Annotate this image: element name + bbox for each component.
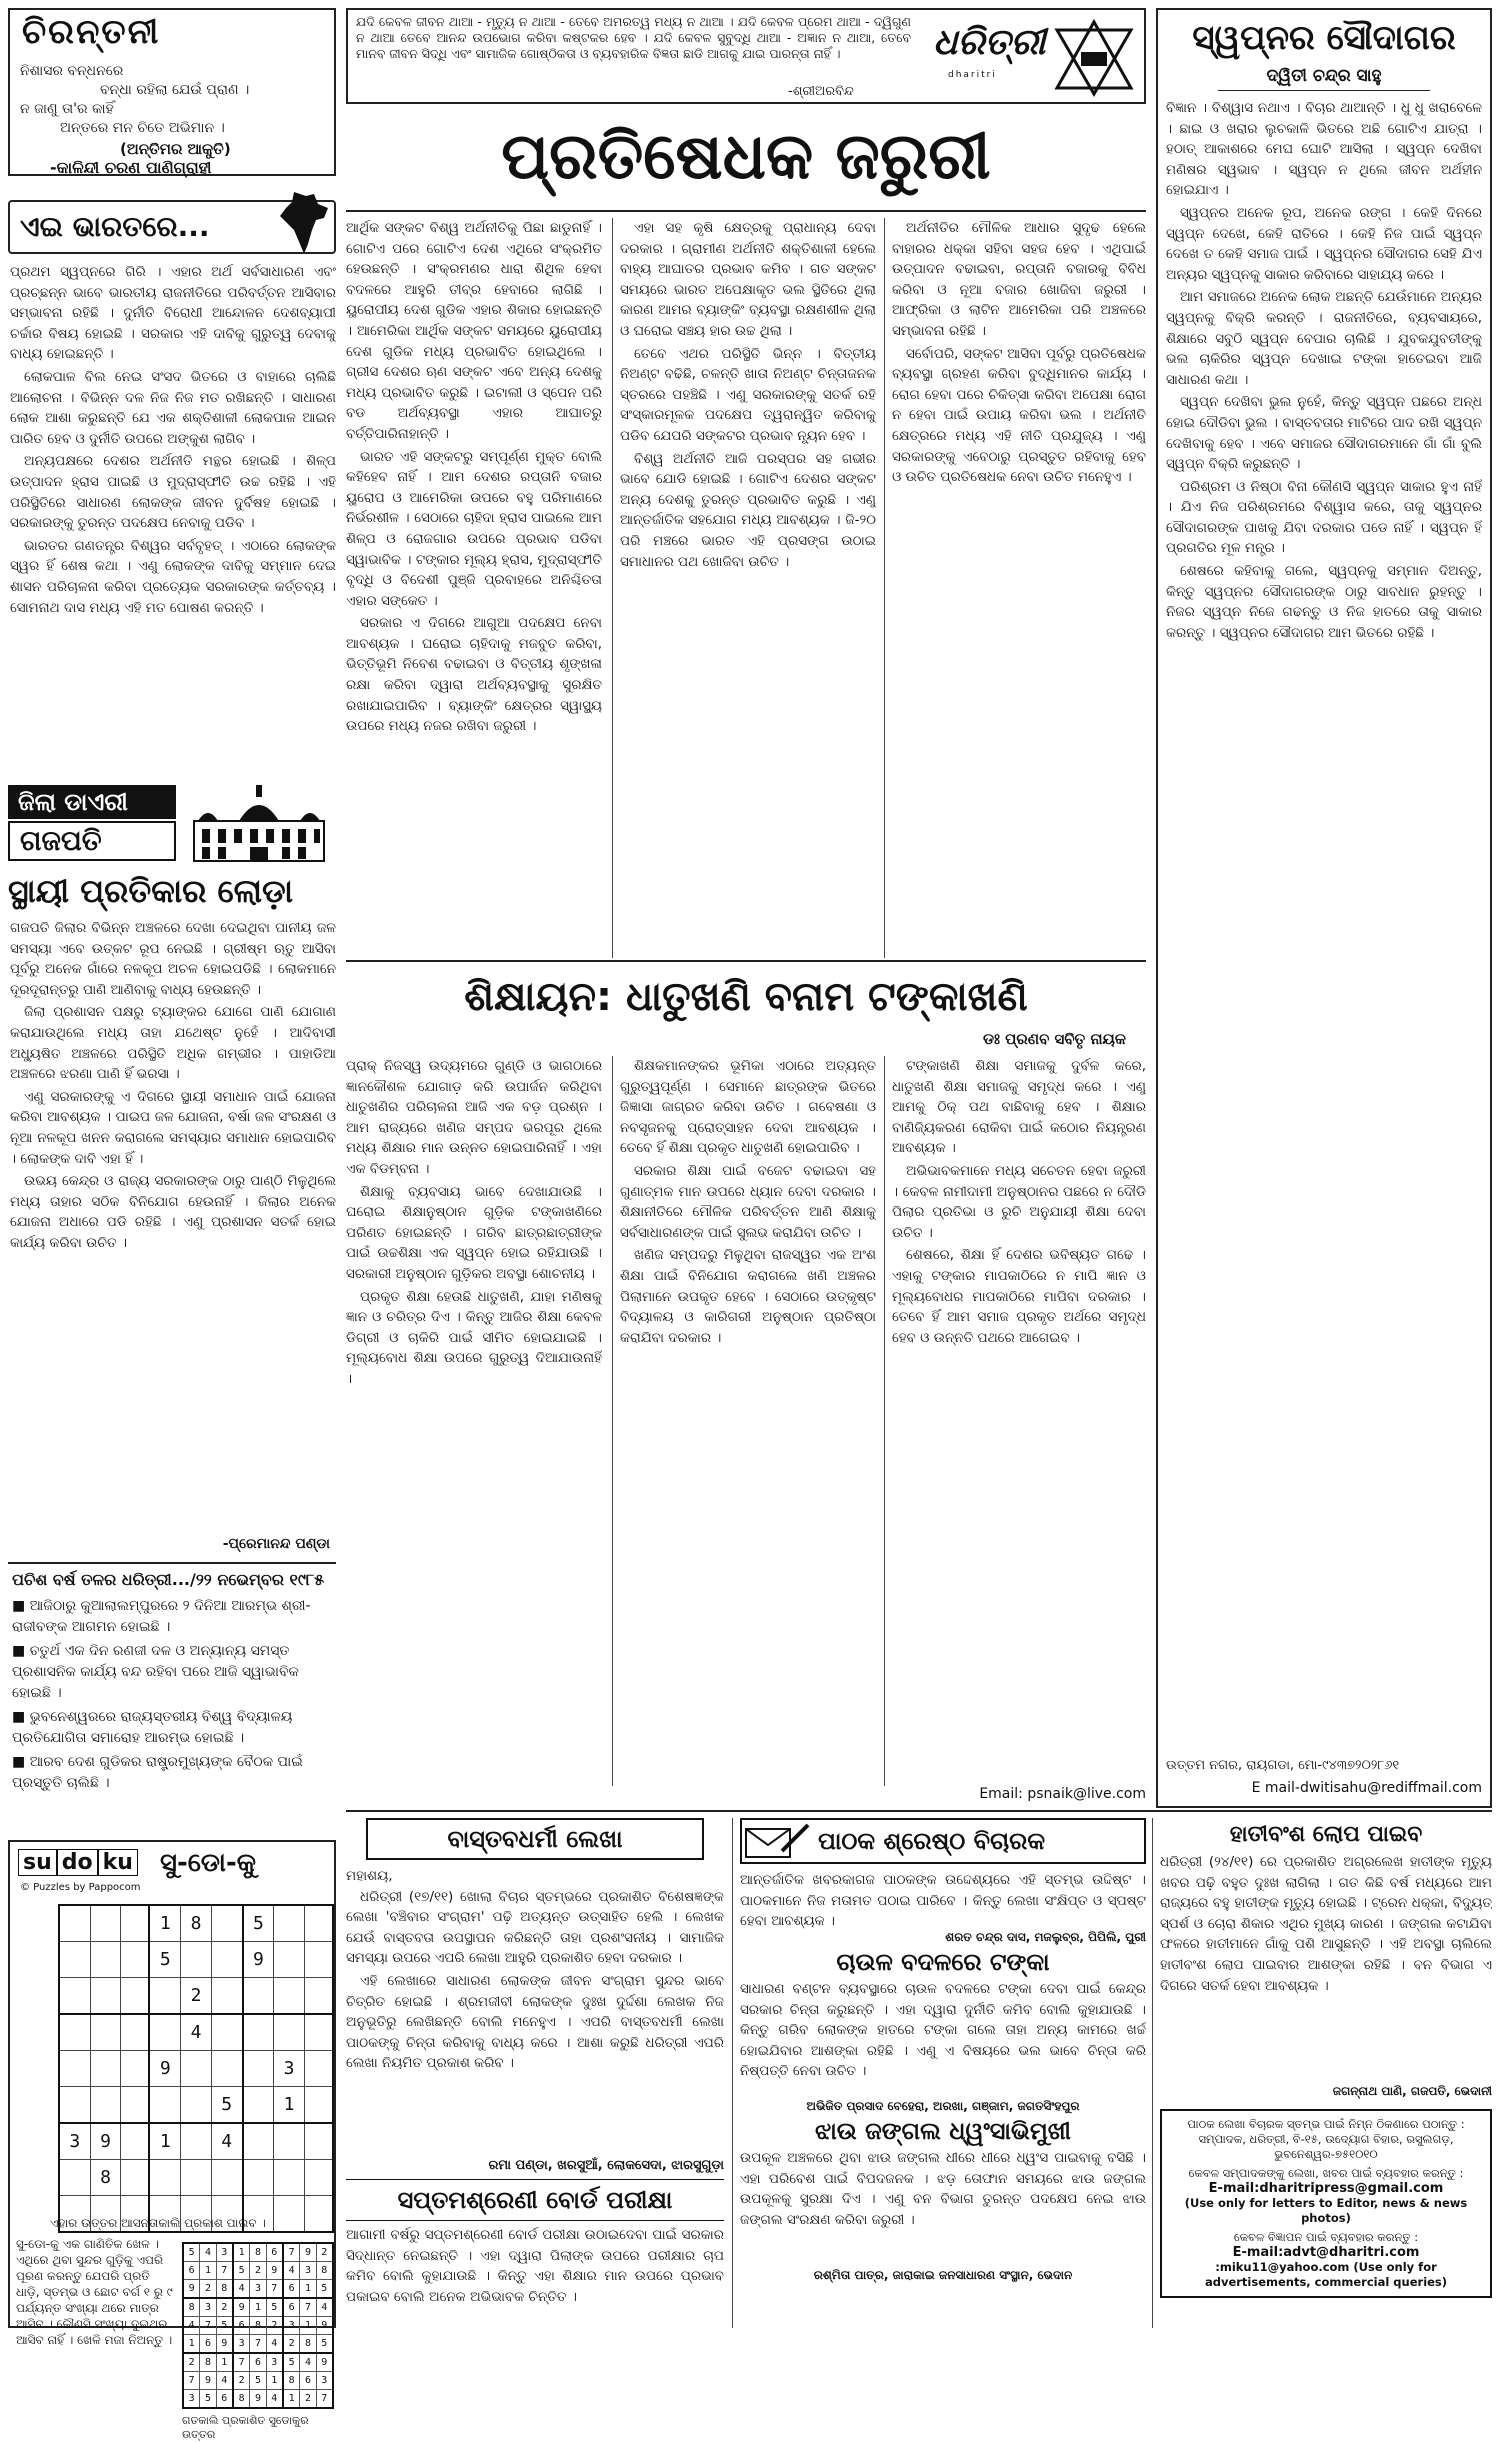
sudoku-cell[interactable] [90,2051,121,2087]
pachisa-title: ପଚିଶ ବର୍ଷ ତଳର ଧରିତ୍ରୀ.../୨୨ ନଭେମ୍ବର ୧୯୮୫ [12,1570,325,1589]
sudoku-cell: 3 [316,2372,333,2390]
sudoku-cell: 4 [216,2372,233,2390]
saptama-body: ଆଗାମୀ ବର୍ଷରୁ ସପ୍ତମଶ୍ରେଣୀ ବୋର୍ଡ ପରୀକ୍ଷା ଉଠାଇଦେବା ପାଇଁ ସରକାର ସିଦ୍ଧାନ୍ତ ନେଇଛନ୍ତି । ଏହା ଦ୍ୱାରା ପିଲାଙ୍କ ଉପରେ ପରୀକ୍ଷାର ଚାପ କମିବ ବୋଲି କୁହାଯାଉଛି । କିନ୍ତୁ ଏହା ଶିକ୍ଷାର ମାନ ଉପରେ ପ୍ରଭାବ ପକାଇବ ବୋଲି ଅନେକ ଅଭିଭାବକ ଚିନ୍ତିତ । [346,2227,724,2305]
sudoku-caption: ଏହାର ଉତ୍ତର ଆସନ୍ତାକାଲି ପ୍ରକାଶ ପାଇବ । [50,2216,266,2230]
sudoku-cell[interactable] [274,1905,305,1942]
sudoku-cell: 5 [316,2280,333,2299]
envelope-pen-icon [742,1821,812,1861]
sudoku-cell[interactable] [243,2160,274,2196]
sudoku-cell[interactable]: 3 [59,2123,90,2160]
paragraph: ଖଣିଜ ସମ୍ପଦରୁ ମିଳୁଥିବା ରାଜସ୍ୱର ଏକ ଅଂଶ ଶିକ୍ଷା ପାଇଁ ବିନିଯୋଗ କରାଗଲେ ଖଣି ଅଞ୍ଚଳର ପିଲାମାନେ ଉପକୃତ ହେବେ । ସେଠାରେ ଉତ୍କୃଷ୍ଟ ବିଦ୍ୟାଳୟ ଓ କାରିଗରୀ ଅନୁଷ୍ଠାନ ପ୍ରତିଷ୍ଠା କରାଯିବା ଦରକାର । [620,1247,876,1346]
sudoku-cell[interactable] [121,2160,150,2196]
sudoku-cell: 6 [233,2317,250,2335]
sudoku-cell: 2 [216,2298,233,2317]
sudoku-cell: 8 [250,2317,266,2335]
sudoku-cell[interactable] [304,2123,333,2160]
sudoku-cell: 7 [316,2390,333,2409]
section-rule [346,1810,1492,1812]
paragraph: ସରକାର ଏ ଦିଗରେ ଆଗୁଆ ପଦକ୍ଷେପ ନେବା ଆବଶ୍ୟକ । ଘରୋଇ ଚାହିଦାକୁ ମଜବୁତ କରିବା, ଭିତ୍ତିଭୂମି ନିବେଶ ବଢାଇବା ଓ ବିତ୍ତୀୟ ଶୃଙ୍ଖଳା ରକ୍ଷା କରିବା ଦ୍ୱାରା ଅର୍ଥବ୍ୟବସ୍ଥାକୁ ସୁରକ୍ଷିତ ରଖାଯାଇପାରିବ । ବ୍ୟାଙ୍କିଂ କ୍ଷେତ୍ରର ସ୍ୱାସ୍ଥ୍ୟ ଉପରେ ମଧ୍ୟ ନଜର ରଖିବା ଜରୁରୀ । [346,615,602,735]
sudoku-cell: 1 [300,2317,316,2335]
pathaka-intro-sig: ଶରତ ଚନ୍ଦ୍ର ଦାସ, ମଜଲୁବ୍ର, ପିପିଲି, ପୁରୀ [945,1930,1146,1944]
list-item: ■ ଚତୁର୍ଥ ଏକ ଦିନ ରଣଜୀ ଦଳ ଓ ଅନ୍ୟାନ୍ୟ ସମସ୍ତ ପ୍ରଶାସନିକ କାର୍ଯ୍ୟ ବନ୍ଦ ରହିବା ପରେ ଆଜି ସ୍ୱାଭାବିକ ହୋଇଛି । [12,1643,299,1701]
shiksha-title: ଶିକ୍ଷାୟନ: ଧାତୁଖଣି ବନାମ ଟଙ୍କାଖଣି [464,974,1028,1020]
ei-bharatare-body [10,262,336,780]
shiksha-col-3 [892,1056,1146,1778]
masthead-quote-author: -ଶ୍ରୀଅରବିନ୍ଦ [788,84,854,99]
sudoku-cell: 7 [283,2243,300,2262]
letter2-sig: ରଶ୍ମିତା ପାତ୍ର, ଜାରାକାଇ ଜନସାଧାରଣ ସଂସ୍ଥାନ, ଭେଦାନ [813,2268,1073,2282]
sudoku-cell[interactable]: 9 [90,2123,121,2160]
pathaka-header [740,1818,1146,1864]
sudoku-cell: 7 [183,2372,200,2390]
sudoku-grid [58,1904,334,2233]
hati-title: ହାତୀବଂଶ ଲୋପ ପାଇବ [1229,1822,1423,1847]
sudoku-cell[interactable] [90,1942,121,1978]
sudoku-cell: 9 [233,2298,250,2317]
editorial-rule [346,210,1146,212]
sudoku-cell[interactable] [59,2087,90,2124]
sudoku-cell: 9 [250,2390,266,2409]
paragraph: ପ୍ରାକ୍ ନିଜସ୍ୱ ଉଦ୍ୟମରେ ଗୁଣ୍ଡି ଓ ଭାଗଠାରେ ଜ୍ଞାନକୌଶଳ ଯୋଗାଡ଼ କରି ଉପାର୍ଜନ କରିଥିବା ଧାତୁଖଣିର ପରିଚାଳନା ଆଜି ଏକ ବଡ଼ ପ୍ରଶ୍ନ । ଆମ ରାଜ୍ୟରେ ଖଣିଜ ସମ୍ପଦ ଭରପୂର ଥିଲେ ମଧ୍ୟ ଶିକ୍ଷାର ମାନ ଉନ୍ନତ ହୋଇପାରିନାହିଁ । ଏହା ଏକ ବିଡମ୍ବନା । [346,1058,602,1177]
sudoku-cell: 2 [316,2243,333,2262]
paragraph: ସ୍ୱପ୍ନ ଦେଖିବା ଭୁଲ ନୁହେଁ, କିନ୍ତୁ ସ୍ୱପ୍ନ ପଛରେ ଅନ୍ଧ ହୋଇ ଦୌଡିବା ଭୁଲ । ବାସ୍ତବତାର ମାଟିରେ ପାଦ ରଖି ସ୍ୱପ୍ନ ଦେଖିବାକୁ ହେବ । ଏବେ ସମାଜର ସୌଦାଗରମାନେ ଗାଁ ଗାଁ ବୁଲି ସ୍ୱପ୍ନ ବିକ୍ରି କରୁଛନ୍ତି । [1166,394,1482,473]
sudoku-cell[interactable] [59,2051,90,2087]
paragraph: ତେବେ ଏଥର ପରିସ୍ଥିତି ଭିନ୍ନ । ବିତ୍ତୀୟ ନିଅଣ୍ଟ ବଢିଛି, ଚଳନ୍ତି ଖାତା ନିଅଣ୍ଟ ଚିନ୍ତାଜନକ ସ୍ତରରେ ପହଞ୍ଚିଛି । ଏଣୁ ସରକାରଙ୍କୁ ସତର୍କ ରହି ସଂସ୍କାରମୂଳକ ପଦକ୍ଷେପ ତ୍ୱରାନ୍ୱିତ କରିବାକୁ ପଡିବ ଯେପରି ସଙ୍କଟର ପ୍ରଭାବ ନ୍ୟୂନ ହେବ । [620,345,876,444]
sudoku-cell: 5 [200,2390,216,2409]
contact-box [1160,2109,1492,2298]
sudoku-cell[interactable] [274,1978,305,2015]
sudoku-cell: 2 [266,2317,283,2335]
sudoku-cell[interactable] [121,2014,150,2051]
sudoku-cell: 8 [250,2243,266,2262]
sudoku-cell[interactable] [59,2160,90,2196]
sudoku-cell[interactable]: 9 [149,2051,180,2087]
sudoku-cell: 8 [316,2262,333,2280]
chirantani-box [8,8,336,176]
sudoku-cell[interactable] [274,2160,305,2196]
sudoku-instructions: ସୁ-ଡୋ-କୁ ଏକ ଗାଣିତିକ ଖେଳ । ଏଥିରେ ଥିବା ସୁନ୍ଦର ଗୁଡ଼ିକୁ ଏପରି ପୂରଣ କରନ୍ତୁ ଯେପରି ପ୍ରତି ଧାଡ଼ି, ସ୍ତମ୍ଭ ଓ ଛୋଟ ବର୍ଗ ୧ ରୁ ୯ ପର୍ଯ୍ୟନ୍ତ ସଂଖ୍ୟା ଥରେ ମାତ୍ର ଆସିବ । କୌଣସି ସଂଖ୍ୟା ଦୁଇଥର ଆସିବ ନାହିଁ । ଖେଳି ମଜା ନିଅନ୍ତୁ । [16,2237,173,2347]
sudoku-cell: 1 [216,2353,233,2372]
paragraph: ସ୍ୱପ୍ନର ଅନେକ ରୂପ, ଅନେକ ରଙ୍ଗ । କେହି ଦିନରେ ସ୍ୱପ୍ନ ଦେଖେ, କେହି ରାତିରେ । କେହି ନିଜ ପାଇଁ ସ୍ୱପ୍ନ ଦେଖେ ତ କେହି ସମାଜ ପାଇଁ । ସ୍ୱପ୍ନର ସୌଦାଗର ସେହି ଯିଏ ଅନ୍ୟର ସ୍ୱପ୍ନକୁ ସାକାର କରିବାରେ ସାହାଯ୍ୟ କରେ । [1166,204,1482,283]
contact-address: ପାଠକ ଲେଖା ବିଚାରକ ସ୍ତମ୍ଭ ପାଇଁ ନିମ୍ନ ଠିକଣାରେ ପଠାନ୍ତୁ : ସମ୍ପାଦକ, ଧରିତ୍ରୀ, ବି-୧୫, ଉଦ୍ୟୋଗ ବିହାର, ରସୁଲଗଡ଼, ଭୁବନେଶ୍ୱର-୭୫୧୦୧୦ [1187,2117,1465,2161]
sudoku-solution-grid [182,2242,334,2409]
sudoku-cell[interactable] [211,2160,242,2196]
swapna-author: ଦ୍ୱିତୀ ଚନ୍ଦ୍ର ସାହୁ [1266,66,1382,86]
sudoku-cell[interactable] [304,2160,333,2196]
sudoku-cell: 6 [266,2243,283,2262]
sudoku-cell[interactable] [149,2014,180,2051]
sudoku-cell: 1 [300,2280,316,2299]
letter1-sig: ଅଭିଜିତ ପ୍ରସାଦ ବେହେରା, ଅରଖା, ଗଞ୍ଜାମ, ଜଗତସିଂହପୁର [806,2099,1080,2113]
paragraph: ଲୋକପାଳ ବିଲ ନେଇ ସଂସଦ ଭିତରେ ଓ ବାହାରେ ଚାଲିଛି ଆଲୋଚନା । ବିଭିନ୍ନ ଦଳ ନିଜ ନିଜ ମତ ରଖିଛନ୍ତି । ସାଧାରଣ ଲୋକ ଆଶା କରୁଛନ୍ତି ଯେ ଏକ ଶକ୍ତିଶାଳୀ ଲୋକପାଳ ଆଇନ ପାରିତ ହେବ ଓ ଦୁର୍ନୀତି ଉପରେ ଅଙ୍କୁଶ ଲାଗିବ । [10,368,336,447]
ei-bharatare-header [8,200,336,254]
paragraph: ଏହା ସହ କୃଷି କ୍ଷେତ୍ରକୁ ପ୍ରାଧାନ୍ୟ ଦେବା ଦରକାର । ଗ୍ରାମୀଣ ଅର୍ଥନୀତି ଶକ୍ତିଶାଳୀ ହେଲେ ବାହ୍ୟ ଆଘାତର ପ୍ରଭାବ କମିବ । ଗତ ସଙ୍କଟ ସମୟରେ ଭାରତ ଅପେକ୍ଷାକୃତ ଭଲ ସ୍ଥିତିରେ ଥିଲା କାରଣ ଆମର ବ୍ୟାଙ୍କିଂ ବ୍ୟବସ୍ଥା ରକ୍ଷଣଶୀଳ ଥିଲା ଓ ଘରୋଇ ସଞ୍ଚୟ ହାର ଉଚ୍ଚ ଥିଲା । [620,220,876,339]
sudoku-cell[interactable] [304,2196,333,2233]
sudoku-cell: 8 [233,2390,250,2409]
sudoku-cell: 6 [300,2372,316,2390]
pathaka-intro: ଆନ୍ତର୍ଜାତିକ ଖବରକାଗଜ ପାଠକଙ୍କ ଉଦ୍ଦେଶ୍ୟରେ ଏହି ସ୍ତମ୍ଭ ଉଦ୍ଦିଷ୍ଟ । ପାଠକମାନେ ନିଜ ମତାମତ ପଠାଇ ପାରିବେ । କିନ୍ତୁ ଲେଖା ସଂକ୍ଷିପ୍ତ ଓ ସ୍ପଷ୍ଟ ହେବା ଆବଶ୍ୟକ । [740,1872,1146,1930]
sudoku-cell[interactable] [243,2123,274,2160]
poem-line: ବନ୍ଧା ରହିଲା ଯେଉଁ ପ୍ରାଣ । [100,82,250,98]
column-divider [732,1818,733,2328]
hati-section [1160,1818,1492,2328]
contact-email-ads-alt[interactable]: :miku11@yahoo.com (Use only for advertisements, commercial queries) [1204,2260,1448,2289]
sudoku-cell[interactable]: 5 [243,1905,274,1942]
paragraph: ଭାରତର ଗଣତନ୍ତ୍ର ବିଶ୍ୱର ସର୍ବବୃହତ୍ । ଏଠାରେ ଲୋକଙ୍କ ସ୍ୱର ହିଁ ଶେଷ କଥା । ଏଣୁ ଲୋକଙ୍କ ଦାବିକୁ ସମ୍ମାନ ଦେଇ ଶାସନ ପରିଚାଳନା କରିବା ପ୍ରତ୍ୟେକ ସରକାରଙ୍କ କର୍ତ୍ତବ୍ୟ । ସୋମନାଥ ଦାସ ମଧ୍ୟ ଏହି ମତ ପୋଷଣ କରନ୍ତି । [10,537,336,616]
hati-body: ଧରିତ୍ରୀ (୨୪/୧୧) ରେ ପ୍ରକାଶିତ ଅଗ୍ରଲେଖ ହାତୀଙ୍କ ମୃତ୍ୟୁ ଖବର ପଢ଼ି ବହୁତ ଦୁଃଖ ଲାଗିଲା । ଗତ କିଛି ବର୍ଷ ମଧ୍ୟରେ ଆମ ରାଜ୍ୟରେ ବହୁ ହାତୀଙ୍କ ମୃତ୍ୟୁ ହୋଇଛି । ଟ୍ରେନ ଧକ୍କା, ବିଦ୍ୟୁତ୍ ସ୍ପର୍ଶ ଓ ଚୋରା ଶିକାର ଏଥିର ମୁଖ୍ୟ କାରଣ । ଜଙ୍ଗଲ କଟାଯିବା ଫଳରେ ହାତୀମାନେ ଗାଁକୁ ପଶି ଆସୁଛନ୍ତି । ଏହି ଅବସ୍ଥା ଚାଲିଲେ ହାତୀବଂଶ ଲୋପ ପାଇବାର ଆଶଙ୍କା ରହିଛି । ବନ ବିଭାଗ ଏ ଦିଗରେ ସତର୍କ ହେବା ଆବଶ୍ୟକ । [1160,1854,1492,1994]
sudoku-cell: 8 [200,2353,216,2372]
sudoku-cell[interactable] [121,2051,150,2087]
sudoku-cell: 8 [283,2372,300,2390]
sudoku-cell[interactable] [304,2087,333,2124]
editorial-col-2 [620,218,876,948]
contact-email-ads[interactable]: E-mail:advt@dharitri.com [1232,2245,1420,2260]
vastava-title: ବାସ୍ତବଧର୍ମୀ ଲେଖା [366,1818,704,1860]
sudoku-cell: 4 [233,2280,250,2299]
letter1-title: ଚାଉଳ ବଦଳରେ ଟଙ୍କା [836,1948,1050,1976]
sudoku-cell: 5 [283,2353,300,2372]
sudoku-cell: 6 [183,2262,200,2280]
sudoku-cell: 9 [200,2372,216,2390]
sudoku-cell[interactable] [211,1978,242,2015]
sudoku-cell: 6 [283,2298,300,2317]
sudoku-cell: 3 [216,2243,233,2262]
sudoku-cell[interactable] [121,1905,150,1942]
sudoku-cell: 1 [183,2335,200,2354]
sudoku-cell[interactable] [304,1942,333,1978]
sudoku-cell[interactable] [121,1978,150,2015]
sudoku-cell: 8 [300,2335,316,2354]
sudoku-cell[interactable]: 2 [181,1978,212,2015]
sudoku-cell[interactable]: 5 [211,2087,242,2124]
sudoku-cell[interactable] [90,1978,121,2015]
gajapati-palace-icon [184,785,334,863]
jilla-diary-label: ଜିଲା ଡାଏରୀ [8,785,176,819]
paragraph: ଭାରତ ଏହି ସଙ୍କଟରୁ ସମ୍ପୂର୍ଣ୍ଣ ମୁକ୍ତ ବୋଲି କହିହେବ ନାହିଁ । ଆମ ଦେଶର ରପ୍ତାନି ବଜାର ୟୁରୋପ ଓ ଆମେରିକା ଉପରେ ବହୁ ପରିମାଣରେ ନିର୍ଭରଶୀଳ । ସେଠାରେ ଚାହିଦା ହ୍ରାସ ପାଇଲେ ଆମ ଶିଳ୍ପ ଓ ରୋଜଗାର ଉପରେ ପ୍ରଭାବ ପଡିବା ସ୍ୱାଭାବିକ । ଟଙ୍କାର ମୂଲ୍ୟ ହ୍ରାସ, ମୁଦ୍ରାସ୍ଫୀତି ବୃଦ୍ଧି ଓ ବିଦେଶୀ ପୁଞ୍ଜି ପ୍ରବାହରେ ଅନିଶ୍ଚିତତା ଏହାର ସଙ୍କେତ । [346,448,602,609]
sudoku-cell[interactable] [211,2051,242,2087]
sudoku-cell: 9 [300,2243,316,2262]
sudoku-cell[interactable] [274,2196,305,2233]
author-rule [1218,90,1430,91]
sudoku-cell[interactable] [149,2160,180,2196]
paragraph: ପ୍ରକୃତ ଶିକ୍ଷା ହେଉଛି ଧାତୁଖଣି, ଯାହା ମଣିଷକୁ ଜ୍ଞାନ ଓ ଚରିତ୍ର ଦିଏ । କିନ୍ତୁ ଆଜିର ଶିକ୍ଷା କେବଳ ଡିଗ୍ରୀ ଓ ଚାକିରି ପାଇଁ ସୀମିତ ହୋଇଯାଇଛି । ମୂଲ୍ୟବୋଧ ଶିକ୍ଷା ଉପରେ ଗୁରୁତ୍ୱ ଦିଆଯାଉନାହିଁ । [346,1288,602,1387]
sudoku-cell[interactable] [304,1905,333,1942]
column-divider [884,1056,885,1786]
sudoku-cell: 1 [233,2243,250,2262]
column-divider [612,1056,613,1786]
sudoku-cell: 2 [250,2262,266,2280]
list-item: ■ ଆରବ ଦେଶ ଗୁଡିକର ରାଷ୍ଟ୍ରମୁଖ୍ୟଙ୍କ ବୈଠକ ପାଇଁ ପ୍ରସ୍ତୁତି ଚାଲିଛି । [12,1754,303,1791]
sudoku-cell[interactable] [274,2123,305,2160]
paragraph: ଅନ୍ୟପକ୍ଷରେ ଦେଶର ଅର୍ଥନୀତି ମନ୍ଥର ହୋଇଛି । ଶିଳ୍ପ ଉତ୍ପାଦନ ହ୍ରାସ ପାଇଛି ଓ ମୁଦ୍ରାସ୍ଫୀତି ଉଚ୍ଚ ରହିଛି । ଏହି ପରିସ୍ଥିତିରେ ସାଧାରଣ ଲୋକଙ୍କ ଜୀବନ ଦୁର୍ବିଷହ ହୋଇଛି । ସରକାରଙ୍କୁ ତୁରନ୍ତ ପଦକ୍ଷେପ ନେବାକୁ ପଡିବ । [10,453,336,532]
sudoku-cell: 9 [183,2280,200,2299]
sudoku-cell: 3 [250,2280,266,2299]
sudoku-cell[interactable] [211,2014,242,2051]
sudoku-cell: 6 [200,2335,216,2354]
sudoku-cell[interactable] [59,1942,90,1978]
sudoku-cell: 3 [200,2298,216,2317]
sudoku-cell[interactable] [59,1978,90,2015]
sudoku-cell[interactable]: 1 [274,2087,305,2124]
sudoku-cell: 7 [216,2262,233,2280]
sudoku-cell: 2 [183,2353,200,2372]
sudoku-cell: 5 [266,2298,283,2317]
jilla-headline: ସ୍ଥାୟୀ ପ୍ରତିକାର ଲୋଡ଼ା [8,872,294,910]
sudoku-cell[interactable] [304,2014,333,2051]
sudoku-logo: su do ku [18,1850,138,1875]
sudoku-cell: 2 [200,2280,216,2299]
sudoku-cell: 4 [283,2262,300,2280]
masthead-quote: ଯଦି କେବଳ ଜୀବନ ଥାଆ - ମୃତ୍ୟୁ ନ ଥାଆ - ତେବେ ଅମରତ୍ୱ ମଧ୍ୟ ନ ଥାଆ । ଯଦି କେବଳ ପ୍ରେମ ଥାଆ - ଦ୍ୱିଗୁଣ ନ ଥାଆ ତେବେ ଆନନ୍ଦ ଉପଭୋଗ କରିବା କଷ୍ଟକର ହେବ । ଯଦି କେବଳ ସୁବୁଦ୍ଧି ଥାଆ - ଅଜ୍ଞାନ ନ ଥାଆ, ତେବେ ମାନବ ଜୀବନ ସିଦ୍ଧି ଏବଂ ସାମାଜିକ ଗୋଷ୍ଠିକତା ଓ ବ୍ୟବହାରିକ ବିଜ୍ଞତା ଛାଡି ଆଗକୁ ଯାଇ ପାରନ୍ତା ନାହିଁ । [356,14,911,61]
vastava-body [346,1866,724,2158]
sudoku-cell: 4 [300,2353,316,2372]
sudoku-cell: 1 [283,2390,300,2409]
sudoku-cell[interactable] [211,1905,242,1942]
paragraph: ଅର୍ଥନୀତିର ମୌଳିକ ଆଧାର ସୁଦୃଢ ହେଲେ ବାହାରର ଧକ୍କା ସହିବା ସହଜ ହେବ । ଏଥିପାଇଁ ଉତ୍ପାଦନ ବଢାଇବା, ରପ୍ତାନି ବଜାରକୁ ବିବିଧ କରିବା ଓ ନୂଆ ବଜାର ଖୋଜିବା ଜରୁରୀ । ଆଫ୍ରିକା ଓ ଲାଟିନ ଆମେରିକା ପରି ଅଞ୍ଚଳରେ ସମ୍ଭାବନା ରହିଛି । [892,220,1146,339]
sudoku-cell[interactable] [149,1978,180,2015]
editorial-col-3 [892,218,1146,948]
sudoku-cell: 3 [283,2317,300,2335]
pachisa-box [8,1562,336,1830]
paragraph: ଏହି ଲେଖାରେ ସାଧାରଣ ଲୋକଙ୍କ ଜୀବନ ସଂଗ୍ରାମ ସୁନ୍ଦର ଭାବେ ଚିତ୍ରିତ ହୋଇଛି । ଶ୍ରମଜୀବୀ ଲୋକଙ୍କ ଦୁଃଖ ଦୁର୍ଦ୍ଦଶା ଲେଖକ ନିଜ ଅନୁଭୂତିରୁ ଲେଖିଛନ୍ତି ବୋଲି ମନେହୁଏ । ଏପରି ବାସ୍ତବଧର୍ମୀ ଲେଖା ପାଠକଙ୍କୁ ଚିନ୍ତା କରିବାକୁ ବାଧ୍ୟ କରେ । ଆଶା କରୁଛି ଧରିତ୍ରୀ ଏପରି ଲେଖା ନିୟମିତ ପ୍ରକାଶ କରିବ । [346,1972,724,2072]
list-item: ■ ଆଜିଠାରୁ କୁଆଲାଲମ୍ପୁରରେ ୨ ଦିନିଆ ଆରମ୍ଭ ଶ୍ରୀ-ରାଜୀବଙ୍କ ଆଗମନ ହୋଇଛି । [12,1598,311,1635]
sudoku-cell[interactable] [90,2014,121,2051]
sudoku-cell[interactable]: 3 [274,2051,305,2087]
sudoku-cell[interactable] [274,1942,305,1978]
paragraph: ଶିକ୍ଷାକୁ ବ୍ୟବସାୟ ଭାବେ ଦେଖାଯାଉଛି । ଘରୋଇ ଶିକ୍ଷାନୁଷ୍ଠାନ ଗୁଡ଼ିକ ଟଙ୍କାଖଣିରେ ପରିଣତ ହୋଇଛନ୍ତି । ଗରିବ ଛାତ୍ରଛାତ୍ରୀଙ୍କ ପାଇଁ ଉଚ୍ଚଶିକ୍ଷା ଏକ ସ୍ୱପ୍ନ ହୋଇ ରହିଯାଉଛି । ସରକାରୀ ଅନୁଷ୍ଠାନ ଗୁଡ଼ିକର ଅବସ୍ଥା ଶୋଚନୀୟ । [346,1183,602,1282]
chirantani-title: ଚିରନ୍ତନୀ [22,12,161,52]
paragraph: ବିଶ୍ୱ ଅର୍ଥନୀତି ଆଜି ପରସ୍ପର ସହ ଗଭୀର ଭାବେ ଯୋଡି ହୋଇଛି । ଗୋଟିଏ ଦେଶର ସଙ୍କଟ ଅନ୍ୟ ଦେଶକୁ ତୁରନ୍ତ ପ୍ରଭାବିତ କରୁଛି । ଏଣୁ ଆନ୍ତର୍ଜାତିକ ସହଯୋଗ ମଧ୍ୟ ଆବଶ୍ୟକ । ଜି-୨୦ ପରି ମଞ୍ଚରେ ଭାରତ ଏହି ପ୍ରସଙ୍ଗ ଉଠାଇ ସମାଧାନର ପଥ ଖୋଜିବା ଉଚିତ । [620,450,876,570]
sudoku-cell: 7 [250,2335,266,2354]
sudoku-odia-title: ସୁ-ଡୋ-କୁ [160,1848,256,1878]
sudoku-cell[interactable] [121,2087,150,2124]
letter2-body: ଉପକୂଳ ଅଞ୍ଚଳରେ ଥିବା ଝାଉ ଜଙ୍ଗଲ ଧୀରେ ଧୀରେ ଧ୍ୱଂସ ପାଇବାକୁ ବସିଛି । ଏହା ପରିବେଶ ପାଇଁ ବିପଦଜନକ । ଝଡ଼ ତୋଫାନ ସମୟରେ ଝାଉ ଜଙ୍ଗଲ ଉପକୂଳକୁ ସୁରକ୍ଷା ଦିଏ । ଏଣୁ ବନ ବିଭାଗ ତୁରନ୍ତ ପଦକ୍ଷେପ ନେଇ ଝାଉ ଜଙ୍ଗଲ ସଂରକ୍ଷଣ କରିବା ଜରୁରୀ । [740,2150,1146,2228]
paragraph: ଉଭୟ କେନ୍ଦ୍ର ଓ ରାଜ୍ୟ ସରକାରଙ୍କ ଠାରୁ ପାଣ୍ଠି ମିଳୁଥିଲେ ମଧ୍ୟ ତାହାର ସଠିକ ବିନିଯୋଗ ହେଉନାହିଁ । ଜିଲାର ଅନେକ ଯୋଜନା ଅଧାରେ ପଡି ରହିଛି । ଏଣୁ ପ୍ରଶାସନ ସତର୍କ ହୋଇ କାର୍ଯ୍ୟ କରିବା ଉଚିତ । [10,1173,336,1251]
swapna-address: ଉତ୍ତମ ନଗର, ରାୟଗଡା, ମୋ-୯୪୩୭୨୦୨୮୬୧ [1166,1758,1400,1773]
sudoku-cell: 5 [183,2243,200,2262]
letter2-title: ଝାଉ ଜଙ୍ଗଲ ଧ୍ୱଂସାଭିମୁଖୀ [815,2117,1071,2145]
sudoku-cell: 5 [233,2262,250,2280]
paragraph: ଶିକ୍ଷକମାନଙ୍କର ଭୂମିକା ଏଠାରେ ଅତ୍ୟନ୍ତ ଗୁରୁତ୍ୱପୂର୍ଣ୍ଣ । ସେମାନେ ଛାତ୍ରଙ୍କ ଭିତରେ ଜିଜ୍ଞାସା ଜାଗ୍ରତ କରିବା ଉଚିତ । ଗବେଷଣା ଓ ନବସୃଜନକୁ ପ୍ରୋତ୍ସାହନ ଦେବା ଆବଶ୍ୟକ । ତେବେ ହିଁ ଶିକ୍ଷା ପ୍ରକୃତ ଧାତୁଖଣି ହୋଇପାରିବ । [620,1058,876,1157]
sudoku-cell: 1 [266,2372,283,2390]
paragraph: ଟଙ୍କାଖଣି ଶିକ୍ଷା ସମାଜକୁ ଦୁର୍ବଳ କରେ, ଧାତୁଖଣି ଶିକ୍ଷା ସମାଜକୁ ସମୃଦ୍ଧ କରେ । ଏଣୁ ଆମକୁ ଠିକ୍ ପଥ ବାଛିବାକୁ ହେବ । ଶିକ୍ଷାର ବାଣିଜ୍ୟିକରଣ ରୋକିବା ପାଇଁ କଠୋର ନିୟନ୍ତ୍ରଣ ଆବଶ୍ୟକ । [892,1058,1146,1157]
sudoku-cell[interactable]: 8 [181,1905,212,1942]
paragraph: ଆର୍ଥିକ ସଙ୍କଟ ବିଶ୍ୱ ଅର୍ଥନୀତିକୁ ପିଛା ଛାଡୁନାହିଁ । ଗୋଟିଏ ପରେ ଗୋଟିଏ ଦେଶ ଏଥିରେ ସଂକ୍ରମିତ ହେଉଛନ୍ତି । ସଂକ୍ରମଣର ଧାରା ଶିଥିଳ ହେବା ବଦଳରେ ଆହୁରି ତୀବ୍ର ହେବାରେ ଲାଗିଛି । ୟୁରୋପୀୟ ଦେଶ ଗୁଡିକ ଏହାର ଶିକାର ହୋଇଛନ୍ତି । ଆମେରିକା ଆର୍ଥିକ ସଙ୍କଟ ସମୟରେ ୟୁରୋପୀୟ ଦେଶ ଗୁଡିକ ମଧ୍ୟ ପ୍ରଭାବିତ ହୋଇଥିଲେ । ଗ୍ରୀସ ଦେଶର ଋଣ ସଙ୍କଟ ଏବେ ଅନ୍ୟ ଦେଶକୁ ମଧ୍ୟ ପ୍ରଭାବିତ କରୁଛି । ଇଟାଲୀ ଓ ସ୍ପେନ ପରି ବଡ ଅର୍ଥବ୍ୟବସ୍ଥା ଏହାର ଆଘାତରୁ ବର୍ତ୍ତିପାରିନାହାନ୍ତି । [346,220,602,442]
sudoku-cell: 7 [233,2353,250,2372]
sudoku-cell[interactable]: 8 [90,2160,121,2196]
column-divider [884,218,885,958]
paragraph: ଶେଷରେ କହିବାକୁ ଗଲେ, ସ୍ୱପ୍ନକୁ ସମ୍ମାନ ଦିଅନ୍ତୁ, କିନ୍ତୁ ସ୍ୱପ୍ନର ସୌଦାଗରଙ୍କ ଠାରୁ ସାବଧାନ ରୁହନ୍ତୁ । ନିଜର ସ୍ୱପ୍ନ ନିଜେ ଗଢନ୍ତୁ ଓ ନିଜ ହାତରେ ତାକୁ ସାକାର କରନ୍ତୁ । ସ୍ୱପ୍ନର ସୌଦାଗର ଆମ ଭିତରେ ରହିଛି । [1166,563,1482,641]
sudoku-cell: 5 [250,2372,266,2390]
pathaka-section [740,1818,1146,2328]
swapna-title: ସ୍ୱପ୍ନର ସୌଦାଗର [1192,18,1456,58]
masthead-quote-box [346,8,1146,104]
contact-email-editor[interactable]: E-mail:dharitripress@gmail.com [1208,2181,1444,2196]
sudoku-cell[interactable] [90,1905,121,1942]
paragraph: ବିଜ୍ଞାନ । ବିଶ୍ୱାସ ନଥାଏ । ବିଚାର ଥାଆନ୍ତି । ଧୁ ଧୁ ଖରାବେଳେ । ଛାଇ ଓ ଖରାର ଲୁଚକାଳି ଭିତରେ ଅଛି ଗୋଟିଏ ଯାତ୍ରା । ହଠାତ୍ ଆକାଶରେ ମେଘ ଘୋଟି ଆସିଲା । ସ୍ୱପ୍ନ ଦେଖିବା ମଣିଷର ସ୍ୱଭାବ । ସ୍ୱପ୍ନ ନ ଥିଲେ ଜୀବନ ଅର୍ଥହୀନ ହୋଇଯାଏ । [1166,100,1482,199]
editorial-title: ପ୍ରତିଷେଧକ ଜରୁରୀ [501,120,991,194]
sudoku-cell: 9 [216,2335,233,2354]
poem-line: ନ ଜାଣୁ ତା'ର କାହିଁ [20,101,114,117]
sudoku-cell[interactable]: 4 [211,2123,242,2160]
shiksha-col-2 [620,1056,876,1778]
section-rule [346,960,1146,962]
sudoku-cell[interactable] [274,2014,305,2051]
ei-bharatare-title: ଏଇ ଭାରତରେ... [20,210,210,243]
sudoku-cell: 9 [266,2262,283,2280]
paragraph: ଜିଲା ପ୍ରଶାସନ ପକ୍ଷରୁ ଟ୍ୟାଙ୍କର ଯୋଗେ ପାଣି ଯୋଗାଣ କରାଯାଉଥିଲେ ମଧ୍ୟ ତାହା ଯଥେଷ୍ଟ ନୁହେଁ । ଆଦିବାସୀ ଅଧ୍ୟୁଷିତ ଅଞ୍ଚଳରେ ପରିସ୍ଥିତି ଅଧିକ ଗମ୍ଭୀର । ପାହାଡିଆ ଅଞ୍ଚଳରେ ଝରଣା ପାଣି ହିଁ ଭରସା । [10,1004,336,1083]
sudoku-cell: 2 [300,2390,316,2409]
dharitri-logo-sub: dharitri [948,70,997,80]
paragraph: ଆମ ସମାଜରେ ଅନେକ ଲୋକ ଅଛନ୍ତି ଯେଉଁମାନେ ଅନ୍ୟର ସ୍ୱପ୍ନକୁ ବିକ୍ରି କରନ୍ତି । ରାଜନୀତିରେ, ବ୍ୟବସାୟରେ, ଶିକ୍ଷାରେ ସବୁଠି ସ୍ୱପ୍ନ ବେପାର ଚାଲିଛି । ଯୁବକଯୁବତୀଙ୍କୁ ଭଲ ଚାକିରିର ସ୍ୱପ୍ନ ଦେଖାଇ ଟଙ୍କା ହାତେଇବା ଆଜି ସାଧାରଣ କଥା । [1166,289,1482,388]
sudoku-cell: 6 [216,2390,233,2409]
jilla-signature: -ପ୍ରେମାନନ୍ଦ ପଣ୍ଡା [222,1536,330,1552]
poem-line: ନିଶାସର ବନ୍ଧନରେ [20,63,124,79]
sudoku-cell[interactable] [304,2051,333,2087]
saptama-title: ସପ୍ତମଶ୍ରେଣୀ ବୋର୍ଡ ପରୀକ୍ଷା [346,2179,724,2221]
column-divider [612,218,613,958]
sudoku-cell: 4 [266,2390,283,2409]
sudoku-cell[interactable] [149,2087,180,2124]
sudoku-cell: 3 [183,2390,200,2409]
shiksha-email[interactable]: Email: psnaik@live.com [979,1786,1146,1802]
sudoku-cell[interactable] [90,2087,121,2124]
paragraph: ଶେଷରେ, ଶିକ୍ଷା ହିଁ ଦେଶର ଭବିଷ୍ୟତ ଗଢେ । ଏହାକୁ ଟଙ୍କାର ମାପକାଠିରେ ନ ମାପି ଜ୍ଞାନ ଓ ମୂଲ୍ୟବୋଧର ମାପକାଠିରେ ମାପିବା ଦରକାର । ତେବେ ହିଁ ଆମ ସମାଜ ପ୍ରକୃତ ଅର୍ଥରେ ସମୃଦ୍ଧ ହେବ ଓ ଉନ୍ନତି ପଥରେ ଆଗେଇବ । [892,1247,1146,1346]
sudoku-cell[interactable] [181,2087,212,2124]
sudoku-cell: 4 [200,2243,216,2262]
sudoku-credit: © Puzzles by Pappocom [20,1882,141,1893]
sudoku-cell[interactable] [181,2123,212,2160]
sudoku-box [8,1840,336,2441]
sudoku-prev-caption: ଗତକାଲି ପ୍ରକାଶିତ ସୁଡୋକୁର ଉତ୍ତର [182,2414,309,2441]
jilla-diary-body [10,918,336,1530]
vastava-signature: ରମା ପଣ୍ଡା, ଖରସୁଆଁ, ଲୋକସେଦା, ଝାରସୁଗୁଡ଼ା [488,2158,724,2173]
sudoku-cell[interactable]: 5 [149,1942,180,1978]
sudoku-cell[interactable] [59,1905,90,1942]
sudoku-cell: 6 [250,2353,266,2372]
contact-email-editor-note: (Use only for letters to Editor, news & news photos) [1184,2196,1468,2225]
sudoku-cell: 4 [183,2317,200,2335]
sudoku-cell: 3 [233,2335,250,2354]
pachisa-list [8,1596,336,1794]
sudoku-cell: 1 [200,2262,216,2280]
sudoku-cell[interactable] [121,2123,150,2160]
chirantani-source: (ଅନ୍ତିମର ଆକୁତି) [120,140,231,158]
letter1-body: ସାଧାରଣ ବଣ୍ଟନ ବ୍ୟବସ୍ଥାରେ ଚାଉଳ ବଦଳରେ ଟଙ୍କା ଦେବା ପାଇଁ କେନ୍ଦ୍ର ସରକାର ଚିନ୍ତା କରୁଛନ୍ତି । ଏହା ଦ୍ୱାରା ଦୁର୍ନୀତି କମିବ ବୋଲି କୁହାଯାଉଛି । କିନ୍ତୁ ଗରିବ ଲୋକଙ୍କ ହାତରେ ଟଙ୍କା ଗଲେ ତାହା ଅନ୍ୟ କାମରେ ଖର୍ଚ୍ଚ ହୋଇଯିବାର ଆଶଙ୍କା ରହିଛି । ଏଣୁ ଏ ବିଷୟରେ ଭଲ ଭାବେ ଚିନ୍ତା କରି ନିଷ୍ପତ୍ତି ନେବା ଉଚିତ । [740,1981,1146,2080]
sudoku-cell: 1 [250,2298,266,2317]
sudoku-cell: 6 [283,2280,300,2299]
sudoku-cell: 9 [316,2317,333,2335]
sudoku-cell: 5 [316,2335,333,2354]
paragraph: ଗଜପତି ଜିଲାର ବିଭିନ୍ନ ଅଞ୍ଚଳରେ ଦେଖା ଦେଇଥିବା ପାନୀୟ ଜଳ ସମସ୍ୟା ଏବେ ଉତ୍କଟ ରୂପ ନେଇଛି । ଗ୍ରୀଷ୍ମ ଋତୁ ଆସିବା ପୂର୍ବରୁ ଅନେକ ଗାଁରେ ନଳକୂପ ଅଚଳ ହୋଇପଡିଛି । ଲୋକମାନେ ଦୂରଦୂରାନ୍ତରୁ ପାଣି ଆଣିବାକୁ ବାଧ୍ୟ ହେଉଛନ୍ତି । [10,920,336,998]
shiksha-author: ଡଃ ପ୍ରଣବ ସବିତୃ ନାୟକ [982,1030,1126,1048]
sudoku-cell[interactable] [243,2051,274,2087]
india-map-icon [278,190,332,256]
sudoku-cell: 7 [266,2280,283,2299]
salutation: ମହାଶୟ, [346,1868,393,1884]
sudoku-cell: 8 [183,2298,200,2317]
sudoku-cell[interactable] [181,2160,212,2196]
sudoku-cell[interactable] [243,2014,274,2051]
sudoku-cell[interactable] [243,1978,274,2015]
column-divider [1152,1818,1153,2328]
sudoku-cell: 9 [316,2353,333,2372]
paragraph: ସର୍ବୋପରି, ସଙ୍କଟ ଆସିବା ପୂର୍ବରୁ ପ୍ରତିଷେଧକ ବ୍ୟବସ୍ଥା ଗ୍ରହଣ କରିବା ବୁଦ୍ଧିମାନର କାର୍ଯ୍ୟ । ରୋଗ ହେବା ପରେ ଚିକିତ୍ସା କରିବା ଅପେକ୍ଷା ରୋଗ ନ ହେବା ପାଇଁ ଉପାୟ କରିବା ଭଲ । ଅର୍ଥନୀତି କ୍ଷେତ୍ରରେ ମଧ୍ୟ ଏହି ନୀତି ପ୍ରଯୁଜ୍ୟ । ଏଣୁ ସରକାରଙ୍କୁ ଏବେଠାରୁ ପ୍ରସ୍ତୁତ ରହିବାକୁ ହେବ ଓ ଉଚିତ ପ୍ରତିଷେଧକ ନେବା ଉଚିତ ମନେହୁଏ । [892,345,1146,486]
sudoku-cell: 2 [233,2372,250,2390]
paragraph: ଅଭିଭାବକମାନେ ମଧ୍ୟ ସଚେତନ ହେବା ଜରୁରୀ । କେବଳ ନାମୀଦାମୀ ଅନୁଷ୍ଠାନର ପଛରେ ନ ଦୌଡି ପିଲାର ପ୍ରତିଭା ଓ ରୁଚି ଅନୁଯାୟୀ ଶିକ୍ଷା ଦେବା ଉଚିତ । [892,1162,1146,1241]
sudoku-cell[interactable]: 1 [149,1905,180,1942]
paragraph: ଧରିତ୍ରୀ (୧୭/୧୧) ଖୋଲା ବିଚାର ସ୍ତମ୍ଭରେ ପ୍ରକାଶିତ ବିଶେଷଜ୍ଞଙ୍କ ଲେଖା 'ବଞ୍ଚିବାର ସଂଗ୍ରାମ' ପଢ଼ି ଅତ୍ୟନ୍ତ ଉତ୍ସାହିତ ହେଲି । ଲେଖକ ଯେଉଁ ବାସ୍ତବତା ଉପସ୍ଥାପନ କରିଛନ୍ତି ତାହା ପ୍ରଶଂସନୀୟ । ସାମାଜିକ ସମସ୍ୟା ଉପରେ ଏପରି ଲେଖା ଆହୁରି ପ୍ରକାଶିତ ହେବା ଦରକାର । [346,1888,724,1967]
sudoku-cell: 4 [266,2335,283,2354]
sudoku-cell[interactable] [211,1942,242,1978]
jilla-district: ଗଜପତି [8,821,176,861]
swapna-email[interactable]: E mail-dwitisahu@rediffmail.com [1251,1780,1482,1796]
sudoku-cell: 7 [300,2298,316,2317]
dharitri-logo: ଧରିତ୍ରୀ [933,22,1046,63]
sudoku-cell: 4 [316,2298,333,2317]
sudoku-cell[interactable]: 1 [149,2123,180,2160]
sudoku-cell: 3 [266,2353,283,2372]
sudoku-cell[interactable] [121,1942,150,1978]
sudoku-cell[interactable] [59,2014,90,2051]
sudoku-cell[interactable] [243,2087,274,2124]
chirantani-author: -କାଳିନ୍ଦୀ ଚରଣ ପାଣିଗ୍ରାହୀ [50,158,212,177]
contact-editorial-note: କେବଳ ସମ୍ପାଦକଙ୍କୁ ଲେଖା, ଖବର ପାଇଁ ବ୍ୟବହାର କରନ୍ତୁ : [1188,2166,1464,2180]
sudoku-cell: 5 [216,2317,233,2335]
sudoku-cell[interactable] [181,1942,212,1978]
sudoku-cell: 3 [300,2262,316,2280]
hati-signature: ଜଗନ୍ନାଥ ପାଣି, ଗଜପତି, ଭେଦାନୀ [1332,2084,1492,2098]
dharitri-emblem-icon [1053,18,1135,98]
paragraph: ପ୍ରଥମ ସ୍ୱପ୍ନରେ ଗିରି । ଏହାର ଅର୍ଥ ସର୍ବସାଧାରଣ ଏବଂ ପ୍ରଚ୍ଛନ୍ନ ଭାବେ ଭାରତୀୟ ରାଜନୀତିରେ ପରିବର୍ତ୍ତନ ଆସିବାର ସମ୍ଭାବନା ରହିଛି । ଦୁର୍ନୀତି ବିରୋଧୀ ଆନ୍ଦୋଳନ ଦେଶବ୍ୟାପୀ ଚର୍ଚ୍ଚାର ବିଷୟ ହୋଇଛି । ସରକାର ଏହି ଦାବିକୁ ଗୁରୁତ୍ୱ ଦେବାକୁ ବାଧ୍ୟ ହୋଇଛନ୍ତି । [10,264,336,363]
paragraph: ପରିଶ୍ରମ ଓ ନିଷ୍ଠା ବିନା କୌଣସି ସ୍ୱପ୍ନ ସାକାର ହୁଏ ନାହିଁ । ଯିଏ ନିଜ ପରିଶ୍ରମରେ ବିଶ୍ୱାସ କରେ, ତାକୁ ସ୍ୱପ୍ନର ସୌଦାଗରଙ୍କ ପାଖକୁ ଯିବା ଦରକାର ପଡେ ନାହିଁ । ସ୍ୱପ୍ନ ହିଁ ପ୍ରଗତିର ମୂଳ ମନ୍ତ୍ର । [1166,478,1482,557]
editorial-col-1 [346,218,602,948]
list-item: ■ ଭୁବନେଶ୍ୱରରେ ରାଜ୍ୟସ୍ତରୀୟ ବିଶ୍ୱ ବିଦ୍ୟାଳୟ ପ୍ରତିଯୋଗିତା ସମାରୋହ ଆରମ୍ଭ ହୋଇଛି । [12,1709,293,1746]
sudoku-cell[interactable]: 4 [181,2014,212,2051]
paragraph: ସରକାର ଶିକ୍ଷା ପାଇଁ ବଜେଟ ବଢାଇବା ସହ ଗୁଣାତ୍ମକ ମାନ ଉପରେ ଧ୍ୟାନ ଦେବା ଦରକାର । ଶିକ୍ଷାନୀତିରେ ମୌଳିକ ପରିବର୍ତ୍ତନ ଆଣି ଶିକ୍ଷାକୁ ସର୍ବସାଧାରଣଙ୍କ ପାଇଁ ସୁଲଭ କରାଯିବା ଉଚିତ । [620,1162,876,1241]
contact-ad-note: କେବଳ ବିଜ୍ଞାପନ ପାଇଁ ବ୍ୟବହାର କରନ୍ତୁ : [1233,2230,1419,2244]
chirantani-poem [20,62,320,138]
sudoku-cell[interactable] [181,2051,212,2087]
sudoku-cell[interactable]: 9 [243,1942,274,1978]
swapna-box [1156,8,1492,1808]
pathaka-title: ପାଠକ ଶ୍ରେଷ୍ଠ ବିଚାରକ [818,1827,1046,1855]
shiksha-col-1 [346,1056,602,1778]
swapna-body [1166,98,1482,1750]
sudoku-cell: 8 [216,2280,233,2299]
sudoku-cell: 2 [283,2335,300,2354]
paragraph: ଏଣୁ ସରକାରଙ୍କୁ ଏ ଦିଗରେ ସ୍ଥାୟୀ ସମାଧାନ ପାଇଁ ଯୋଜନା କରିବା ଆବଶ୍ୟକ । ପାଇପ ଜଳ ଯୋଜନା, ବର୍ଷା ଜଳ ସଂରକ୍ଷଣ ଓ ନୂଆ ନଳକୂପ ଖନନ କରାଗଲେ ସମସ୍ୟାର ସମାଧାନ ହୋଇପାରିବ । ଲୋକଙ୍କ ଦାବି ଏହା ହିଁ । [10,1088,336,1167]
sudoku-cell[interactable] [304,1978,333,2015]
poem-line: ଅନ୍ତରେ ମନ ଚିତେ ଅଭିମାନ । [60,120,225,136]
sudoku-cell: 7 [200,2317,216,2335]
jilla-diary-header [8,785,336,865]
vastava-section [346,1818,724,2328]
